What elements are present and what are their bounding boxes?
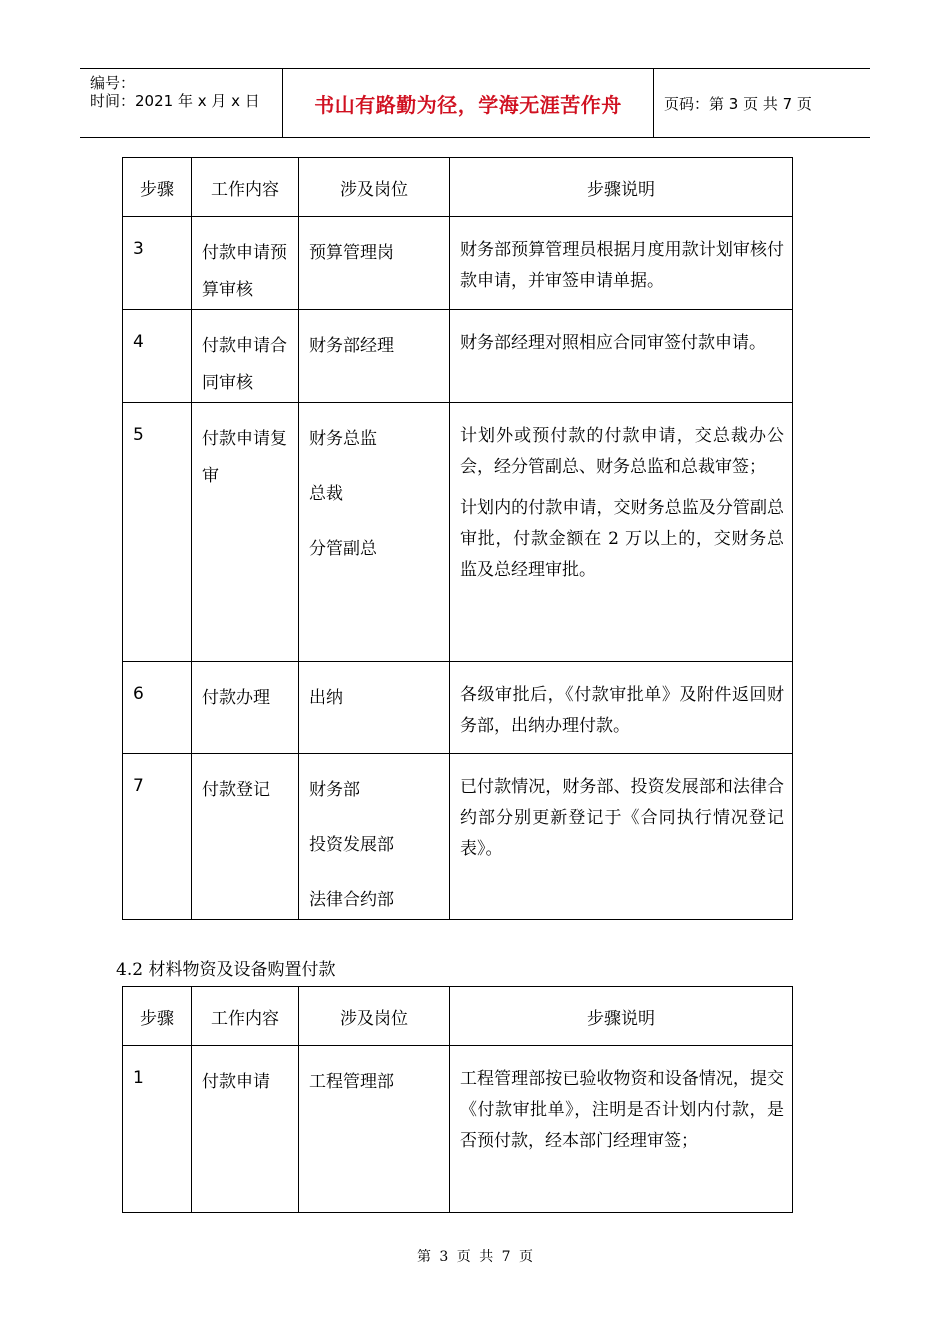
description-paragraph: 工程管理部按已验收物资和设备情况，提交《付款审批单》，注明是否计划内付款，是否预付款，经本部门经理审签； bbox=[460, 1069, 784, 1151]
work-content: 付款申请复审 bbox=[192, 403, 299, 662]
work-content: 付款办理 bbox=[192, 662, 299, 754]
description-paragraph: 财务部预算管理员根据月度用款计划审核付款申请，并审签申请单据。 bbox=[460, 240, 784, 291]
table-row bbox=[123, 754, 793, 920]
table-row bbox=[123, 1046, 793, 1213]
step-description bbox=[450, 403, 793, 662]
column-header: 工作内容 bbox=[192, 987, 299, 1046]
post-cell bbox=[299, 310, 450, 403]
post-name: 分管副总 bbox=[309, 539, 377, 559]
header-motto-cell bbox=[282, 69, 654, 137]
header-meta bbox=[80, 69, 282, 137]
step-description bbox=[450, 662, 793, 754]
post-name: 财务部经理 bbox=[309, 336, 394, 356]
table-row bbox=[123, 403, 793, 662]
work-content: 付款登记 bbox=[192, 754, 299, 920]
step-description bbox=[450, 1046, 793, 1213]
table-row bbox=[123, 310, 793, 403]
post-name: 总裁 bbox=[309, 484, 343, 504]
step-number: 4 bbox=[123, 310, 192, 403]
header-page-cell bbox=[654, 69, 870, 137]
section-title: 4.2 材料物资及设备购置付款 bbox=[116, 960, 336, 980]
description-paragraph: 已付款情况，财务部、投资发展部和法律合约部分别更新登记于《合同执行情况登记表》。 bbox=[460, 777, 784, 859]
post-name: 出纳 bbox=[309, 688, 343, 708]
work-content: 付款申请预算审核 bbox=[192, 217, 299, 310]
steps-table-1 bbox=[122, 157, 793, 920]
page-footer: 第 3 页 共 7 页 bbox=[416, 1249, 534, 1265]
post-name: 投资发展部 bbox=[309, 835, 394, 855]
column-header: 步骤说明 bbox=[450, 987, 793, 1046]
post-name: 工程管理部 bbox=[309, 1072, 394, 1092]
page-header bbox=[80, 68, 870, 138]
work-content: 付款申请合同审核 bbox=[192, 310, 299, 403]
table-header-row bbox=[123, 158, 793, 217]
time-label: 时间：2021 年 x 月 x 日 bbox=[90, 92, 260, 110]
description-paragraph: 计划外或预付款的付款申请，交总裁办公会，经分管副总、财务总监和总裁审签； bbox=[460, 426, 784, 477]
post-cell bbox=[299, 754, 450, 920]
post-name: 财务总监 bbox=[309, 429, 377, 449]
description-paragraph: 财务部经理对照相应合同审签付款申请。 bbox=[460, 333, 766, 353]
column-header: 步骤说明 bbox=[450, 158, 793, 217]
post-cell bbox=[299, 403, 450, 662]
table-row bbox=[123, 217, 793, 310]
steps-table-2 bbox=[122, 986, 793, 1213]
step-number: 1 bbox=[123, 1046, 192, 1213]
table-row bbox=[123, 662, 793, 754]
post-name: 财务部 bbox=[309, 780, 360, 800]
step-description bbox=[450, 310, 793, 403]
column-header: 步骤 bbox=[123, 158, 192, 217]
step-number: 5 bbox=[123, 403, 192, 662]
page-code: 页码：第 3 页 共 7 页 bbox=[664, 94, 812, 113]
step-description bbox=[450, 217, 793, 310]
step-number: 3 bbox=[123, 217, 192, 310]
table-header-row bbox=[123, 987, 793, 1046]
motto-text: 书山有路勤为径，学海无涯苦作舟 bbox=[314, 92, 622, 117]
post-cell bbox=[299, 662, 450, 754]
column-header: 涉及岗位 bbox=[299, 987, 450, 1046]
post-name: 法律合约部 bbox=[309, 890, 394, 910]
step-number: 6 bbox=[123, 662, 192, 754]
post-cell bbox=[299, 1046, 450, 1213]
column-header: 步骤 bbox=[123, 987, 192, 1046]
column-header: 涉及岗位 bbox=[299, 158, 450, 217]
description-paragraph: 计划内的付款申请，交财务总监及分管副总审批，付款金额在 2 万以上的，交财务总监及总经理审批。 bbox=[460, 498, 784, 580]
step-description bbox=[450, 754, 793, 920]
column-header: 工作内容 bbox=[192, 158, 299, 217]
work-content: 付款申请 bbox=[192, 1046, 299, 1213]
description-paragraph: 各级审批后，《付款审批单》及附件返回财务部，出纳办理付款。 bbox=[460, 685, 784, 736]
post-name: 预算管理岗 bbox=[309, 243, 394, 263]
post-cell bbox=[299, 217, 450, 310]
number-label: 编号： bbox=[90, 74, 136, 92]
step-number: 7 bbox=[123, 754, 192, 920]
